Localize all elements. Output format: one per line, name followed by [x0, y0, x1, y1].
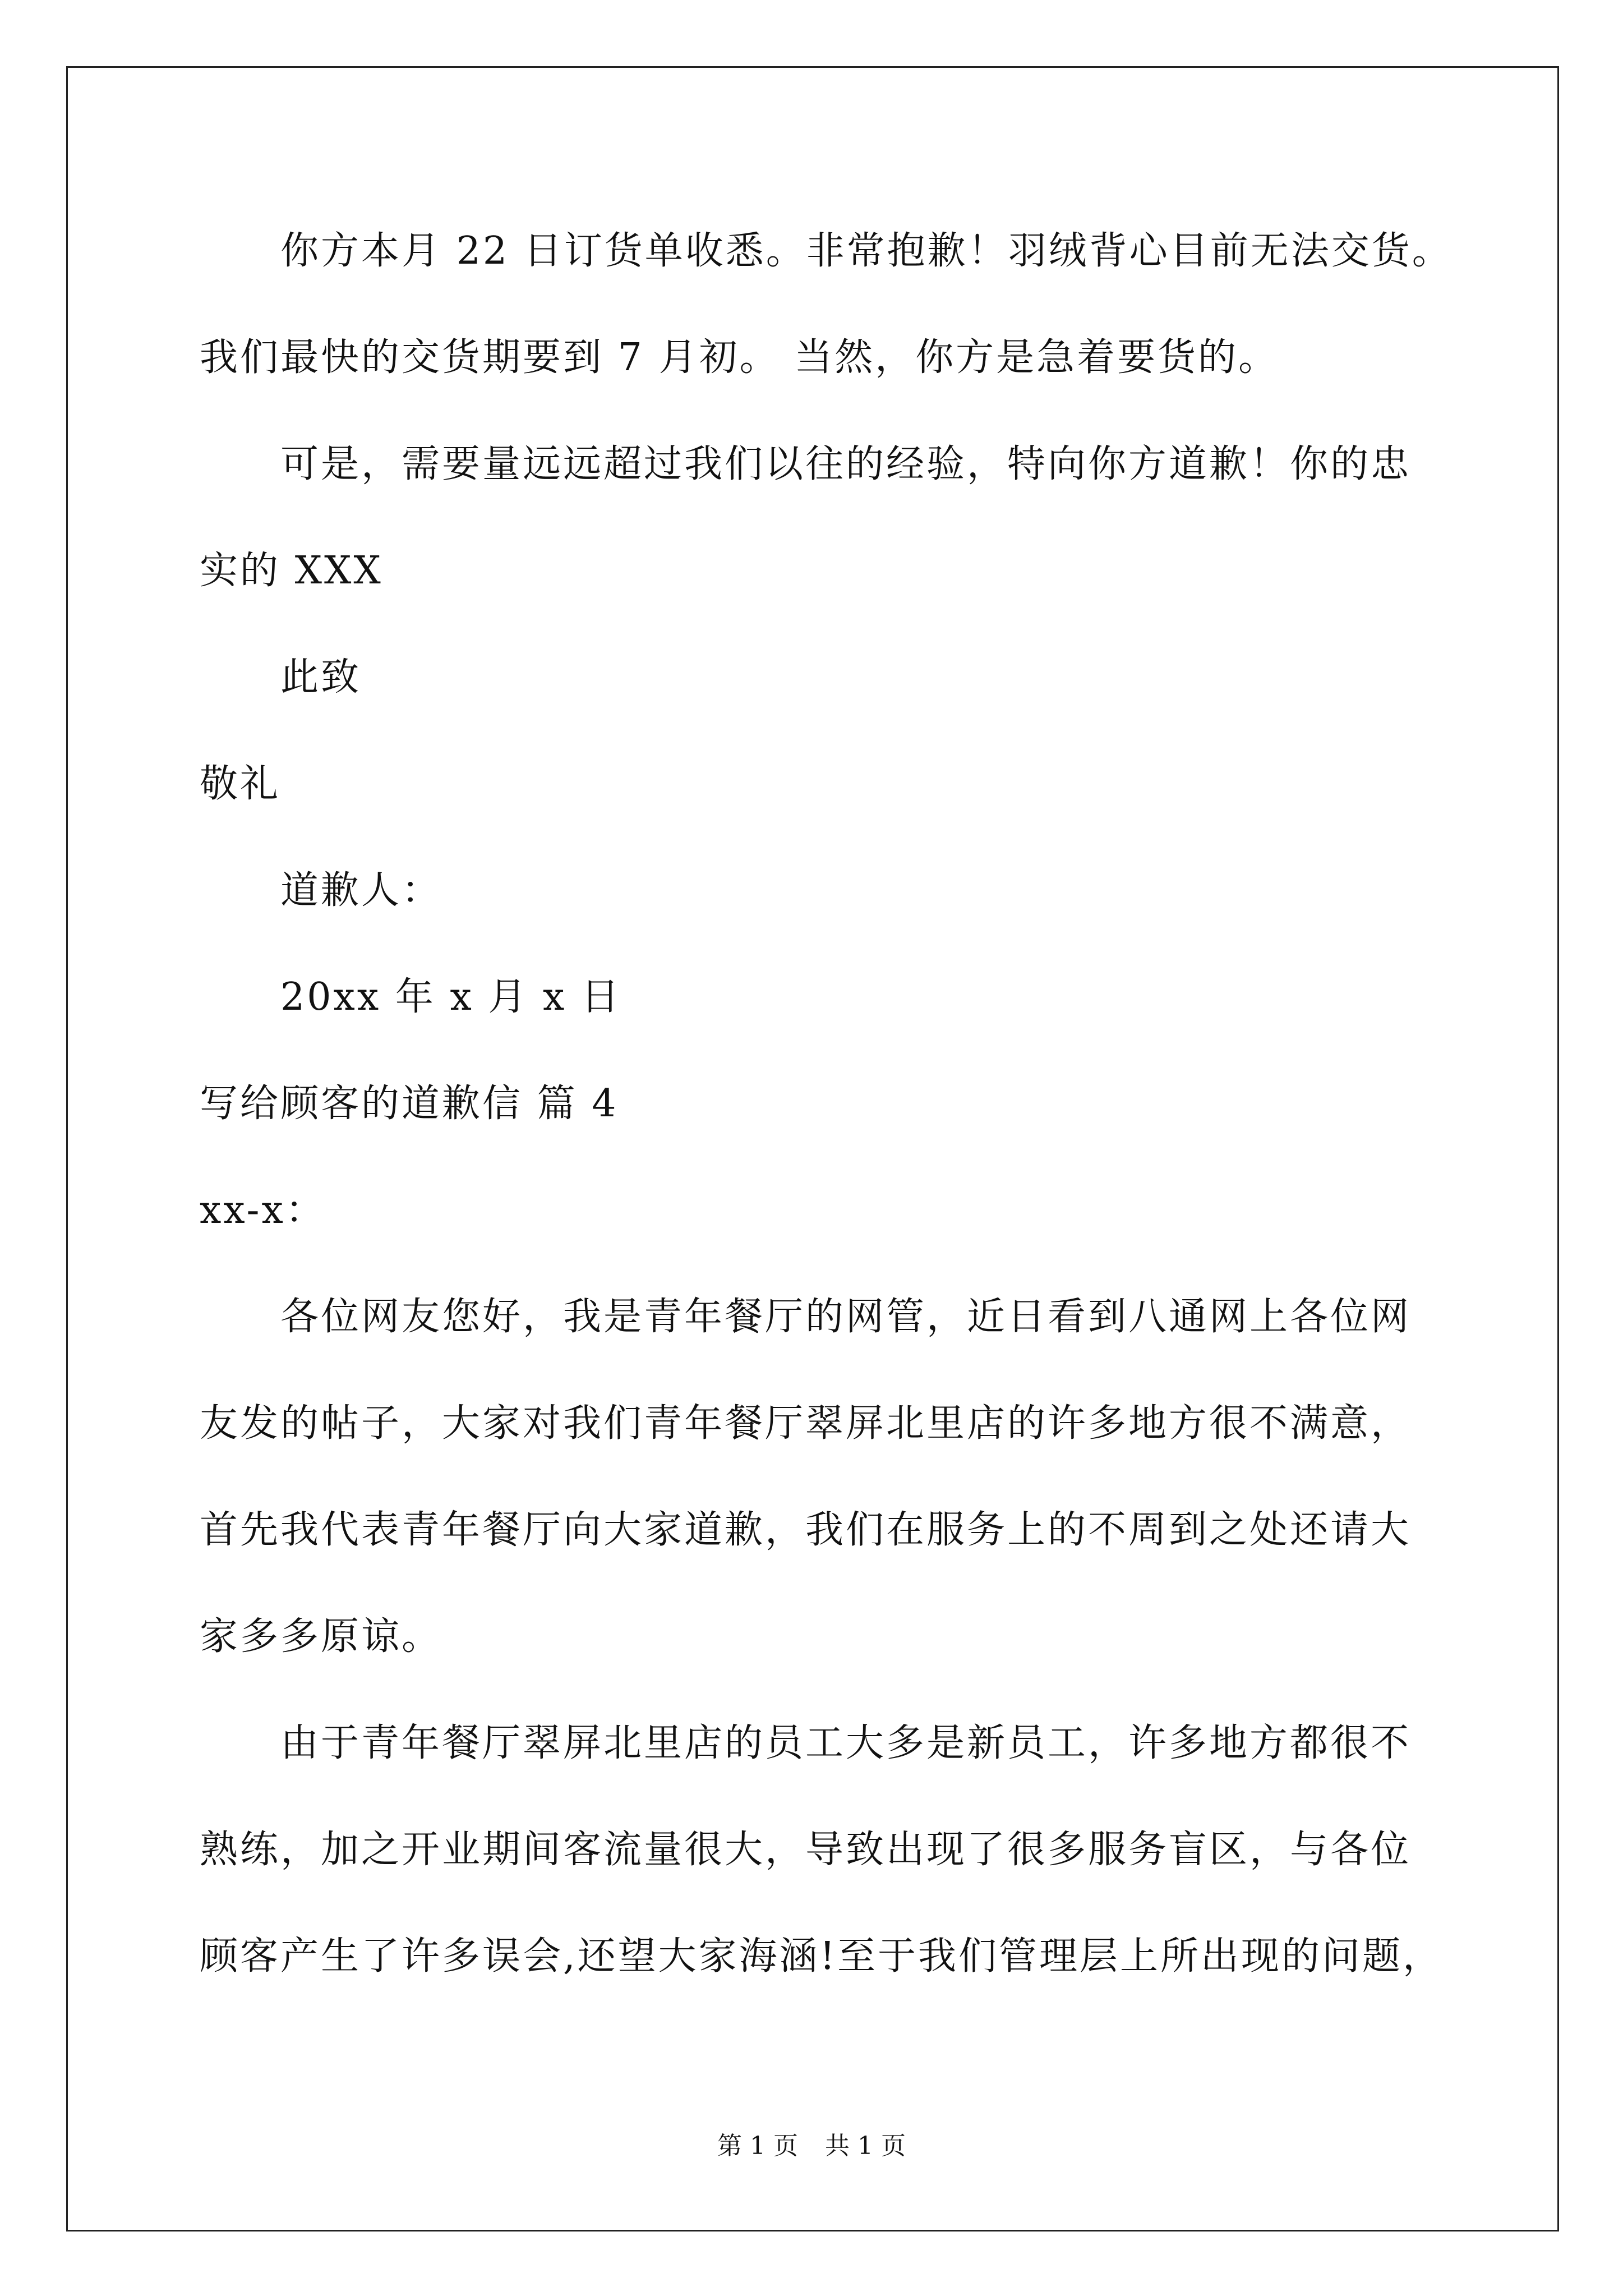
paragraph-line: 首先我代表青年餐厅向大家道歉，我们在服务上的不周到之处还请大: [200, 1508, 1412, 1552]
paragraph-line: 友发的帖子，大家对我们青年餐厅翠屏北里店的许多地方很不满意，: [200, 1401, 1412, 1446]
closing-line: 此致: [280, 655, 362, 700]
page-total: 共 1 页: [825, 2132, 906, 2160]
page-border: [66, 66, 1559, 2231]
signature-label: 道歉人：: [280, 868, 442, 913]
paragraph-line: 实的 XXX: [200, 549, 383, 593]
greeting-line: xx-x：: [200, 1188, 326, 1232]
paragraph-line: 可是，需要量远远超过我们以往的经验，特向你方道歉！你的忠: [280, 442, 1412, 486]
section-heading: 写给顾客的道歉信 篇 4: [200, 1082, 619, 1126]
paragraph-line: 由于青年餐厅翠屏北里店的员工大多是新员工，许多地方都很不: [280, 1721, 1412, 1765]
date-line: 20xx 年 x 月 x 日: [280, 975, 622, 1019]
paragraph-line: 各位网友您好，我是青年餐厅的网管，近日看到八通网上各位网: [280, 1295, 1412, 1339]
paragraph-line: 顾客产生了许多误会,还望大家海涵!至于我们管理层上所出现的问题，: [200, 1934, 1443, 1978]
page-number: 第 1 页: [717, 2132, 798, 2160]
paragraph-line: 家多多原谅。: [200, 1614, 442, 1659]
paragraph-line: 你方本月 22 日订货单收悉。非常抱歉！羽绒背心目前无法交货。: [280, 229, 1453, 273]
paragraph-line: 我们最快的交货期要到 7 月初。 当然，你方是急着要货的。: [200, 335, 1279, 380]
paragraph-line: 熟练，加之开业期间客流量很大，导致出现了很多服务盲区，与各位: [200, 1828, 1412, 1872]
page-footer: [0, 2131, 1623, 2162]
closing-salutation: 敬礼: [200, 762, 281, 806]
